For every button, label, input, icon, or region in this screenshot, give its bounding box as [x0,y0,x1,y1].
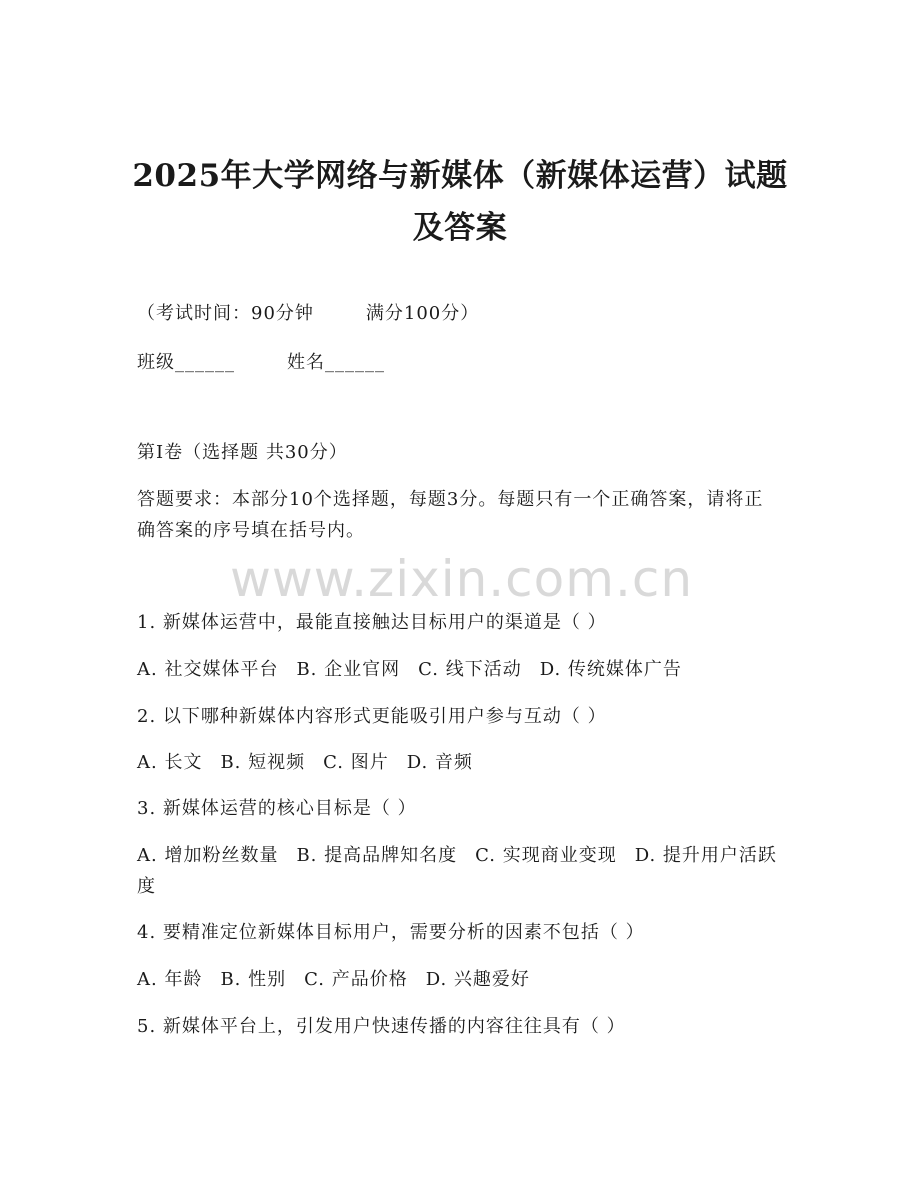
exam-time: （考试时间：90分钟 [137,303,314,324]
option-b: B. 性别 [220,969,287,990]
question-stem: 4. 要精准定位新媒体目标用户，需要分析的因素不包括（ ） [137,922,645,943]
option-a: A. 长文 [137,752,203,773]
option-a: A. 增加粉丝数量 [137,845,279,866]
option-c: C. 产品价格 [304,969,408,990]
class-field: 班级______ [137,352,235,373]
question-options [137,654,777,685]
option-a: A. 年龄 [137,969,203,990]
question-stem: 5. 新媒体平台上，引发用户快速传播的内容往往具有（ ） [137,1016,626,1037]
option-c: C. 实现商业变现 [475,845,617,866]
watermark: www.zixin.com.cn [230,550,694,608]
exam-info-line [137,298,777,329]
option-b: B. 短视频 [220,752,306,773]
student-info-line [137,347,777,378]
question-stem: 2. 以下哪种新媒体内容形式更能吸引用户参与互动（ ） [137,706,607,727]
option-d: D. 音频 [406,752,473,773]
section-heading: 第I卷（选择题 共30分） [137,442,348,463]
document-title: 2025年大学网络与新媒体（新媒体运营）试题及答案 [132,158,788,246]
question-stem: 1. 新媒体运营中，最能直接触达目标用户的渠道是（ ） [137,612,607,633]
question-options [137,747,777,778]
option-c: C. 图片 [323,752,389,773]
option-d: D. 提升用户活跃度 [137,845,777,897]
option-b: B. 企业官网 [296,659,401,680]
instructions: 答题要求：本部分10个选择题，每题3分。每题只有一个正确答案，请将正确答案的序号填在括号内。 [137,489,764,541]
question-stem: 3. 新媒体运营的核心目标是（ ） [137,798,417,819]
question-options [137,840,777,902]
question-options [137,964,777,995]
option-c: C. 线下活动 [418,659,522,680]
full-score: 满分100分） [365,303,480,324]
name-field: 姓名______ [287,352,385,373]
option-d: D. 兴趣爱好 [425,969,530,990]
option-b: B. 提高品牌知名度 [296,845,458,866]
option-a: A. 社交媒体平台 [137,659,279,680]
option-d: D. 传统媒体广告 [539,659,682,680]
